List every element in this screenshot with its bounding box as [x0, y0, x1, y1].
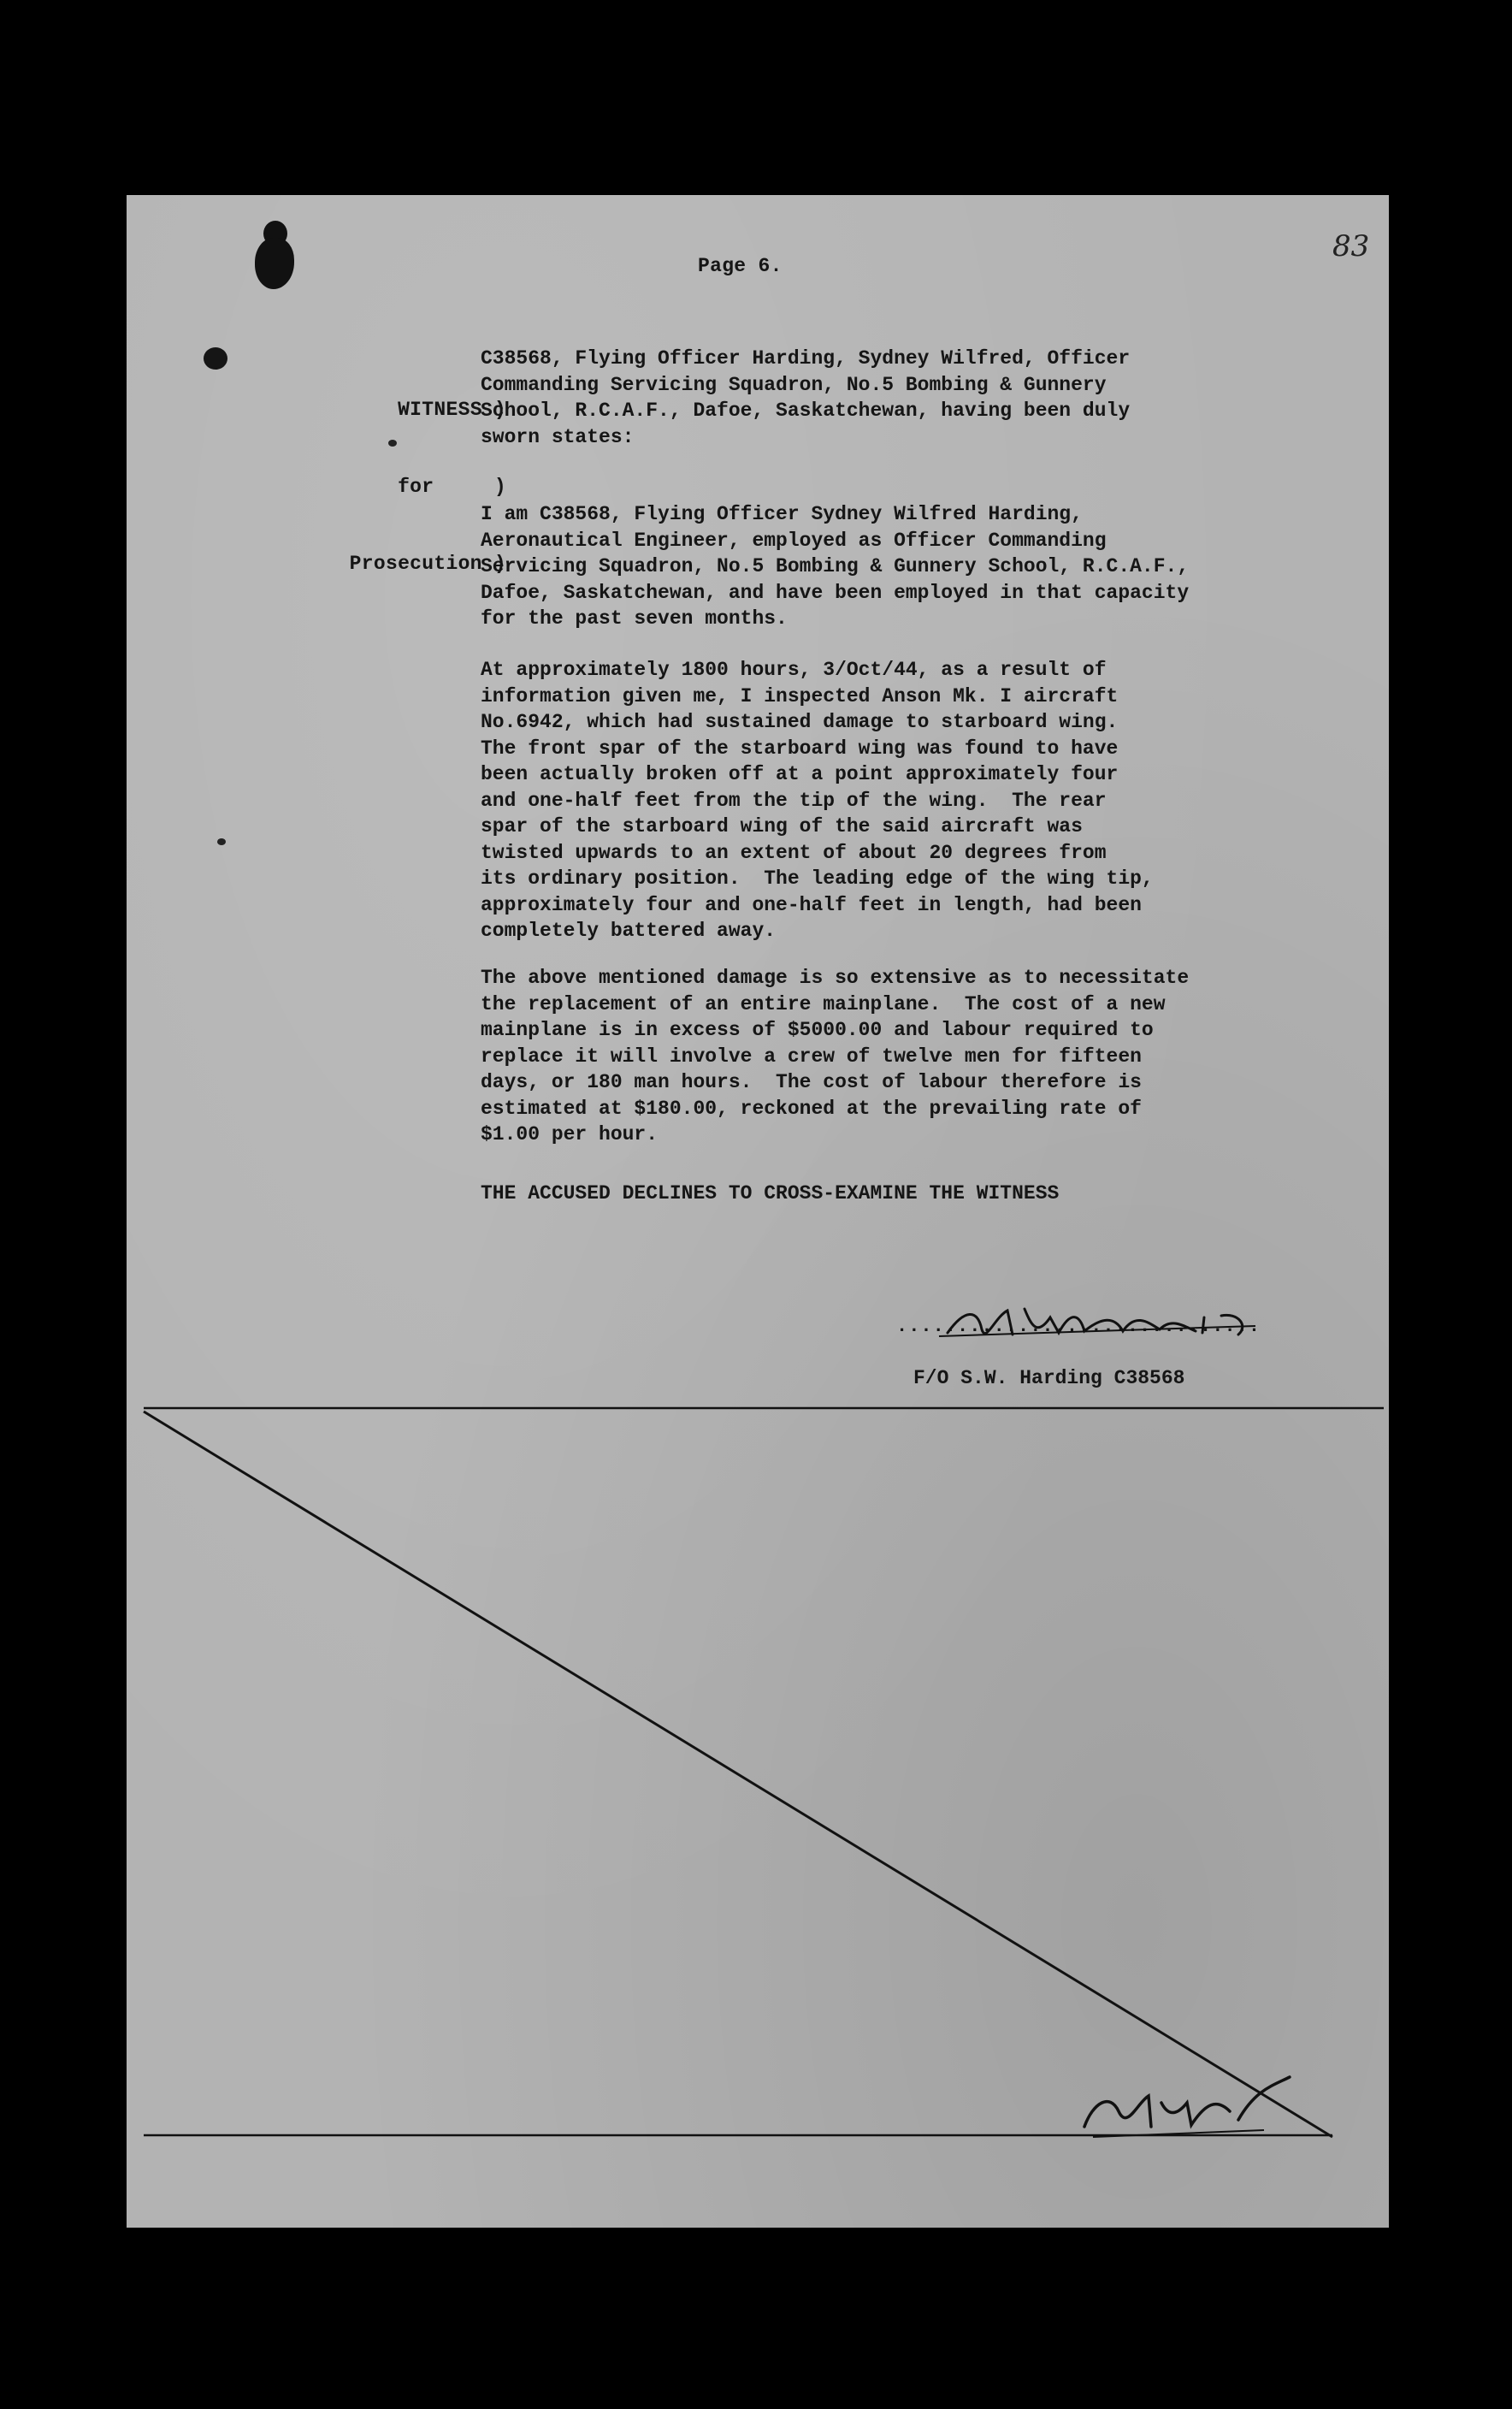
text-line: Dafoe, Saskatchewan, and have been employed in that capacity [481, 581, 1190, 604]
page-number: Page 6. [698, 255, 783, 277]
text-line: replace it will involve a crew of twelve men for fifteen [481, 1045, 1142, 1068]
text-line: Servicing Squadron, No.5 Bombing & Gunnery School, R.C.A.F., [481, 555, 1190, 577]
text-line: spar of the starboard wing of the said aircraft was [481, 815, 1083, 838]
text-line: School, R.C.A.F., Dafoe, Saskatchewan, having been duly [481, 400, 1131, 422]
text-line: Commanding Servicing Squadron, No.5 Bombing & Gunnery [481, 373, 1107, 396]
text-line: days, or 180 man hours. The cost of labour therefore is [481, 1071, 1142, 1093]
signature-dotted-line: .............................. [896, 1316, 1261, 1337]
text-line: information given me, I inspected Anson Mk. I aircraft [481, 684, 1119, 707]
text-line: completely battered away. [481, 920, 777, 942]
text-line: twisted upwards to an extent of about 20 degrees from [481, 841, 1107, 864]
text-line: sworn states: [481, 425, 635, 448]
text-line: and one-half feet from the tip of the wing. The rear [481, 789, 1107, 812]
text-line: At approximately 1800 hours, 3/Oct/44, as a result of [481, 659, 1107, 681]
text-line: the replacement of an entire mainplane. The cost of a new [481, 992, 1166, 1015]
text-line: I am C38568, Flying Officer Sydney Wilfred Harding, [481, 503, 1083, 525]
text-line: for the past seven months. [481, 607, 788, 630]
signatory-name: F/O S.W. Harding C38568 [913, 1367, 1185, 1389]
text-line: mainplane is in excess of $5000.00 and labour required to [481, 1019, 1154, 1041]
text-line: $1.00 per hour. [481, 1123, 659, 1145]
text-line: approximately four and one-half feet in length, had been [481, 893, 1142, 916]
margin-label-line: WITNESS ) [398, 399, 506, 421]
text-line: No.6942, which had sustained damage to starboard wing. [481, 711, 1119, 733]
text-line: Aeronautical Engineer, employed as Officer Commanding [481, 529, 1107, 552]
cancellation-marks [127, 195, 1389, 2228]
text-line: been actually broken off at a point approximately four [481, 763, 1119, 785]
document-page [127, 195, 1389, 2228]
text-line: The front spar of the starboard wing was found to have [481, 737, 1119, 760]
text-line: THE ACCUSED DECLINES TO CROSS-EXAMINE THE WITNESS [481, 1182, 1060, 1204]
text-line: its ordinary position. The leading edge of the wing tip, [481, 867, 1154, 890]
text-line: estimated at $180.00, reckoned at the prevailing rate of [481, 1097, 1142, 1120]
margin-label-line: Prosecution ) [349, 553, 506, 575]
text-line: The above mentioned damage is so extensive as to necessitate [481, 967, 1190, 989]
text-line: C38568, Flying Officer Harding, Sydney Wilfred, Officer [481, 347, 1131, 370]
folio-number: 83 [1332, 229, 1370, 263]
margin-label-line: for ) [398, 476, 506, 498]
